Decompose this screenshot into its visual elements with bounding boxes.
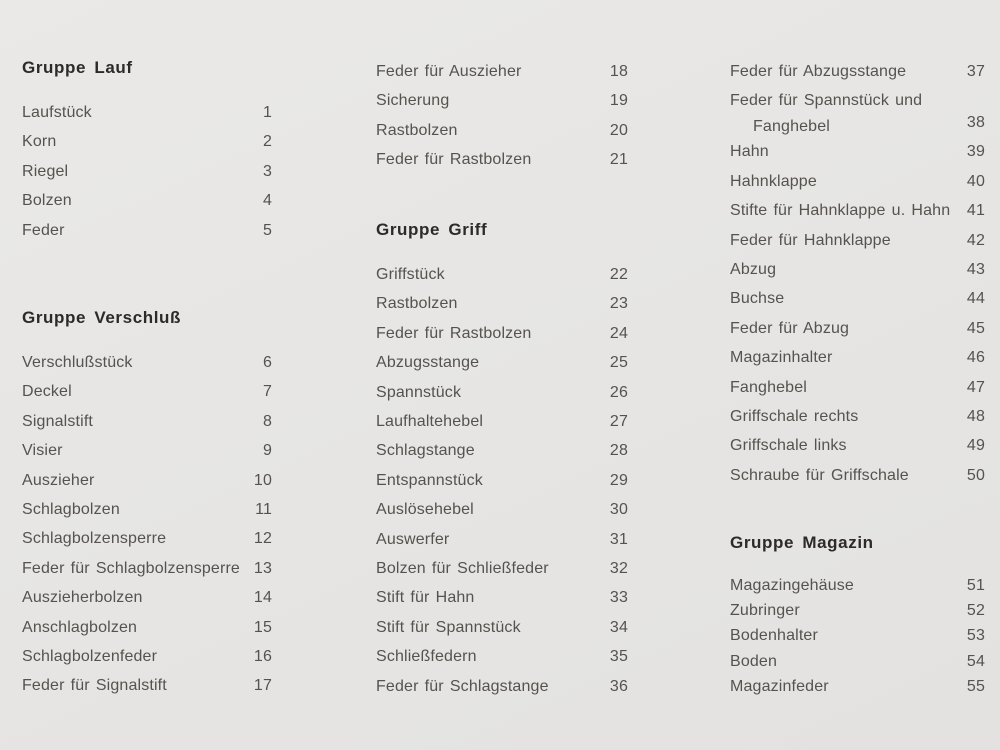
part-label-group — [730, 284, 961, 313]
part-label: Deckel — [22, 383, 72, 401]
part-label-group — [730, 255, 961, 284]
part-number: 44 — [966, 290, 985, 308]
part-number: 47 — [966, 378, 985, 396]
part-label: Magazinhalter — [730, 349, 833, 367]
part-label-group — [22, 671, 248, 700]
part-label: Buchse — [730, 290, 785, 308]
part-number: 33 — [609, 589, 628, 607]
part-label: Schlagbolzen — [22, 501, 120, 519]
part-row — [376, 407, 628, 436]
part-label: Feder — [22, 221, 65, 239]
part-number: 35 — [609, 648, 628, 666]
part-label: Rastbolzen — [376, 121, 458, 139]
part-label-group — [22, 466, 248, 495]
part-label: Verschlußstück — [22, 354, 133, 371]
part-row — [730, 255, 985, 284]
part-label: Laufhaltehebel — [376, 413, 484, 431]
part-row — [730, 137, 985, 166]
part-number: 40 — [966, 172, 985, 190]
part-label-group — [22, 554, 248, 583]
part-label-group — [376, 495, 604, 524]
part-label: Schlagbolzenfeder — [22, 648, 158, 666]
part-row — [22, 583, 272, 612]
part-number: 39 — [966, 143, 985, 161]
part-row — [730, 461, 985, 490]
parts-list-lauf — [22, 98, 272, 245]
part-number: 34 — [609, 618, 628, 636]
part-row — [376, 348, 628, 377]
part-label: Schlagstange — [376, 442, 475, 460]
part-number: 1 — [262, 104, 272, 121]
part-label: Spannstück — [376, 383, 462, 401]
part-label-group — [22, 98, 257, 127]
part-label-group — [730, 649, 961, 674]
part-label-group — [22, 216, 257, 245]
part-number: 7 — [262, 383, 272, 401]
part-label-group — [730, 57, 961, 86]
part-label: Feder für Schlagstange — [376, 677, 549, 695]
part-label-group — [376, 145, 604, 174]
part-label-group — [22, 613, 248, 642]
part-row — [22, 436, 272, 465]
part-row — [376, 86, 628, 115]
part-label: Fanghebel — [730, 378, 807, 396]
part-label-group — [376, 613, 604, 642]
part-number: 48 — [966, 407, 985, 425]
part-number: 22 — [609, 266, 628, 283]
part-row — [376, 319, 628, 348]
part-number: 26 — [609, 383, 628, 401]
part-row — [730, 402, 985, 431]
part-row — [22, 613, 272, 642]
part-number: 37 — [966, 63, 985, 80]
part-row — [730, 314, 985, 343]
part-row — [730, 373, 985, 402]
part-number: 2 — [262, 133, 272, 151]
part-label-group — [730, 623, 961, 648]
part-number: 13 — [253, 559, 272, 577]
part-number: 53 — [966, 627, 985, 645]
part-number: 5 — [262, 221, 272, 239]
part-label: Auszieher — [22, 471, 95, 489]
part-label-group — [376, 319, 604, 348]
part-row — [22, 407, 272, 436]
part-row — [730, 431, 985, 460]
part-label: Feder für Auszieher — [376, 63, 522, 80]
part-row — [22, 671, 272, 700]
part-row — [376, 260, 628, 289]
part-label: Entspannstück — [376, 471, 483, 489]
part-number: 27 — [609, 413, 628, 431]
part-label-group — [22, 348, 257, 377]
part-label-line2: Fanghebel — [753, 117, 830, 135]
part-label: Magazingehäuse — [730, 577, 854, 594]
part-label-group — [22, 436, 257, 465]
part-row — [376, 554, 628, 583]
part-label: Feder für Hahnklappe — [730, 231, 891, 249]
part-number: 9 — [262, 442, 272, 460]
part-number: 43 — [966, 260, 985, 278]
part-row — [376, 672, 628, 701]
section-gruppe-verschluss — [22, 306, 272, 701]
part-row — [730, 57, 985, 86]
group-heading-verschluss: Gruppe Verschluß — [22, 308, 182, 327]
part-label-group — [376, 260, 604, 289]
part-number: 49 — [966, 437, 985, 455]
part-number: 54 — [966, 652, 985, 670]
part-number: 52 — [966, 602, 985, 620]
part-label-group — [22, 642, 248, 671]
part-number: 18 — [609, 63, 628, 80]
part-row — [22, 157, 272, 186]
part-label: Stift für Hahn — [376, 589, 475, 607]
part-label-group — [730, 86, 961, 137]
part-number: 4 — [262, 192, 272, 210]
part-row — [730, 623, 985, 648]
part-label-group — [22, 495, 249, 524]
part-label: Bodenhalter — [730, 627, 818, 645]
part-row — [376, 495, 628, 524]
part-label-group — [376, 525, 604, 554]
part-label-group — [22, 157, 257, 186]
part-label: Rastbolzen — [376, 295, 458, 313]
part-number: 11 — [255, 501, 272, 519]
part-label: Signalstift — [22, 412, 94, 430]
part-label: Feder für Rastbolzen — [376, 324, 532, 342]
part-number: 45 — [966, 319, 985, 337]
part-label: Feder für Spannstück und — [730, 92, 923, 110]
part-label-group — [730, 402, 961, 431]
part-number: 41 — [966, 202, 985, 220]
part-label-group — [730, 226, 961, 255]
part-label: Laufstück — [22, 104, 92, 121]
part-row — [376, 378, 628, 407]
part-row — [22, 127, 272, 156]
part-row — [376, 583, 628, 612]
part-label-group — [730, 373, 961, 402]
parts-list-griff-continued — [730, 57, 985, 490]
part-row — [730, 598, 985, 623]
part-label: Schlagbolzensperre — [22, 530, 167, 548]
part-number: 32 — [609, 560, 628, 578]
part-row — [730, 86, 985, 137]
part-row — [22, 642, 272, 671]
part-label: Bolzen — [22, 192, 72, 210]
part-number: 15 — [253, 618, 272, 636]
part-label: Magazinfeder — [730, 677, 829, 695]
part-label-group — [730, 674, 961, 699]
part-number: 12 — [253, 530, 272, 548]
part-label-group — [376, 642, 604, 671]
part-label: Hahn — [730, 143, 769, 161]
part-label: Korn — [22, 133, 57, 151]
part-row — [730, 167, 985, 196]
part-number: 25 — [609, 354, 628, 372]
section-griff-continued — [730, 57, 985, 490]
part-label-group — [22, 377, 257, 406]
part-number: 8 — [262, 412, 272, 430]
part-number: 24 — [609, 324, 628, 342]
part-row — [730, 674, 985, 699]
part-row — [376, 613, 628, 642]
part-label: Griffschale rechts — [730, 407, 859, 425]
part-label: Zubringer — [730, 602, 800, 620]
part-label: Hahnklappe — [730, 172, 817, 190]
part-number: 6 — [262, 354, 272, 371]
part-row — [22, 377, 272, 406]
part-row — [376, 116, 628, 145]
part-label: Feder für Abzugsstange — [730, 63, 907, 80]
part-label-group — [22, 186, 257, 215]
part-number: 51 — [966, 577, 985, 594]
part-number: 46 — [966, 349, 985, 367]
part-label-group — [22, 407, 257, 436]
parts-list-griff — [376, 260, 628, 701]
part-label: Feder für Signalstift — [22, 677, 167, 695]
part-row — [730, 573, 985, 598]
part-label: Griffschale links — [730, 437, 847, 455]
part-row — [22, 216, 272, 245]
parts-list-magazin — [730, 573, 985, 699]
part-row — [730, 284, 985, 313]
part-row — [22, 495, 272, 524]
part-number: 28 — [609, 442, 628, 460]
part-label-group — [730, 573, 961, 598]
part-number: 10 — [253, 471, 272, 489]
part-row — [376, 57, 628, 86]
section-gruppe-magazin — [730, 531, 985, 699]
part-label: Riegel — [22, 162, 69, 180]
part-label: Boden — [730, 652, 778, 670]
part-label-group — [730, 137, 961, 166]
part-row — [22, 466, 272, 495]
part-number: 16 — [253, 648, 272, 666]
part-row — [22, 524, 272, 553]
part-label: Bolzen für Schließfeder — [376, 560, 549, 578]
part-label: Abzug — [730, 260, 777, 278]
part-label-group — [376, 348, 604, 377]
group-heading-griff: Gruppe Griff — [376, 220, 488, 239]
part-row — [730, 649, 985, 674]
part-label-group — [730, 314, 961, 343]
part-label-group — [730, 431, 961, 460]
part-label: Feder für Schlagbolzensperre — [22, 559, 240, 577]
part-label-group — [22, 524, 248, 553]
part-label: Schließfedern — [376, 648, 477, 666]
part-row — [376, 289, 628, 318]
part-label: Auslösehebel — [376, 501, 474, 519]
part-row — [22, 348, 272, 377]
section-gruppe-lauf — [22, 56, 272, 245]
part-row — [730, 226, 985, 255]
part-label-group — [730, 167, 961, 196]
part-row — [22, 186, 272, 215]
part-number: 38 — [966, 113, 985, 131]
part-row — [22, 554, 272, 583]
part-label-group — [376, 583, 604, 612]
part-label: Abzugsstange — [376, 354, 480, 372]
part-number: 36 — [609, 677, 628, 695]
part-row — [730, 343, 985, 372]
part-number: 42 — [966, 231, 985, 249]
part-label: Visier — [22, 442, 63, 460]
part-label-group — [730, 598, 961, 623]
part-number: 14 — [253, 589, 272, 607]
part-row — [22, 98, 272, 127]
part-row — [376, 525, 628, 554]
part-number: 55 — [966, 677, 985, 695]
part-row — [730, 196, 985, 225]
group-heading-magazin: Gruppe Magazin — [730, 533, 874, 552]
part-row — [376, 642, 628, 671]
part-label-group — [22, 583, 248, 612]
part-number: 3 — [262, 162, 272, 180]
section-gruppe-griff — [376, 218, 628, 701]
part-label-group — [376, 57, 604, 86]
part-label-group — [376, 554, 604, 583]
part-number: 50 — [966, 466, 985, 484]
group-heading-lauf: Gruppe Lauf — [22, 58, 133, 77]
part-label-group — [376, 86, 604, 115]
part-label: Stift für Spannstück — [376, 618, 521, 636]
part-number: 20 — [609, 121, 628, 139]
part-label-group — [730, 343, 961, 372]
part-label: Anschlagbolzen — [22, 618, 138, 636]
part-label: Auswerfer — [376, 530, 450, 548]
part-number: 31 — [609, 530, 628, 548]
part-label: Feder für Rastbolzen — [376, 151, 532, 169]
part-label: Stifte für Hahnklappe u. Hahn — [730, 202, 951, 220]
parts-list-verschluss — [22, 348, 272, 701]
part-label: Schraube für Griffschale — [730, 466, 909, 484]
parts-list-verschluss-continued — [376, 57, 628, 175]
part-label-group — [22, 127, 257, 156]
part-label-group — [376, 378, 604, 407]
part-label-group — [376, 289, 604, 318]
part-number: 30 — [609, 501, 628, 519]
part-number: 19 — [609, 92, 628, 110]
part-number: 29 — [609, 471, 628, 489]
part-label: Auszieherbolzen — [22, 589, 143, 607]
section-verschluss-continued — [376, 57, 628, 175]
part-label-group — [376, 116, 604, 145]
part-label-group — [730, 196, 961, 225]
part-number: 21 — [609, 151, 628, 169]
part-label: Griffstück — [376, 266, 445, 283]
part-label-group — [730, 461, 961, 490]
part-label-group — [376, 407, 604, 436]
part-label: Feder für Abzug — [730, 319, 850, 337]
part-label-group — [376, 436, 604, 465]
part-label-group — [376, 672, 604, 701]
part-row — [376, 466, 628, 495]
part-label-group — [376, 466, 604, 495]
part-number: 17 — [253, 677, 272, 695]
part-row — [376, 145, 628, 174]
part-number: 23 — [609, 295, 628, 313]
part-row — [376, 436, 628, 465]
part-label: Sicherung — [376, 92, 450, 110]
